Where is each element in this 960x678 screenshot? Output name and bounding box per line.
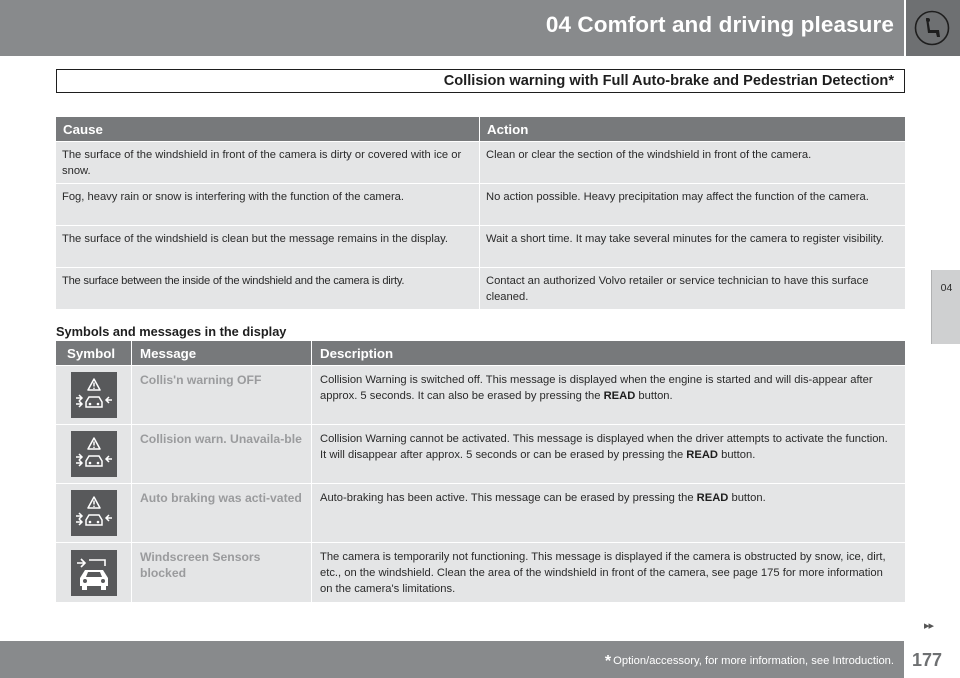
symbol-cell [56,425,131,483]
seat-icon [914,10,950,46]
cause-cell: Fog, heavy rain or snow is interfering with the function of the camera. [56,184,479,225]
page-number: 177 [912,650,943,670]
message-cell: Auto braking was acti-vated [132,484,311,542]
symbols-heading: Symbols and messages in the display [56,324,287,339]
footnote: * Option/accessory, for more information, see Introduction. [604,653,894,670]
description-cell: The camera is temporarily not functioning. This message is displayed if the camera is obstructed by snow, ice, dirt, etc., on the windshield. Clean the area of the windshield in front of the camera, see page 175 for more information on the camera's limitations. [312,543,905,602]
description-column-header: Description [312,341,905,365]
description-cell: Collision Warning cannot be activated. This message is displayed when the driver attempts to activate the function. It will disappear after approx. 5 seconds or can be erased by pressing the READ button. [312,425,905,483]
message-cell: Collision warn. Unavaila-ble [132,425,311,483]
side-tab-label: 04 [940,282,953,294]
action-column-header: Action [480,117,905,141]
message-column-header: Message [132,341,311,365]
next-page-marker: ▸▸ [924,620,934,632]
section-title: Collision warning with Full Auto-brake and Pedestrian Detection* [443,73,894,89]
action-cell: Contact an authorized Volvo retailer or service technician to have this surface cleaned. [480,268,905,309]
collision-warning-icon [71,431,117,477]
message-cell: Windscreen Sensors blocked [132,543,311,602]
cause-column-header: Cause [56,117,479,141]
chapter-header-bar [0,0,904,56]
footnote-star: * [604,653,612,670]
section-heading-box [56,69,905,93]
collision-warning-icon [71,490,117,536]
cause-cell: The surface of the windshield in front of the camera is dirty or covered with ice or snow. [56,142,479,183]
symbol-cell [56,484,131,542]
cause-cell: The surface between the inside of the windshield and the camera is dirty. [56,268,479,309]
read-button-keyword: READ [603,390,636,402]
chapter-side-tab[interactable] [931,270,960,344]
action-cell: No action possible. Heavy precipitation may affect the function of the camera. [480,184,905,225]
windscreen-sensor-icon [71,550,117,596]
collision-warning-icon [71,372,117,418]
chapter-title: 04 Comfort and driving pleasure [545,12,894,37]
symbol-cell [56,543,131,602]
action-cell: Wait a short time. It may take several minutes for the camera to register visibility. [480,226,905,267]
read-button-keyword: READ [686,449,718,461]
message-cell: Collis'n warning OFF [132,366,311,424]
symbol-cell [56,366,131,424]
description-cell: Auto-braking has been active. This message can be erased by pressing the READ button. [312,484,905,542]
action-cell: Clean or clear the section of the windshield in front of the camera. [480,142,905,183]
cause-cell: The surface of the windshield is clean but the message remains in the display. [56,226,479,267]
footer-bar [0,641,904,678]
read-button-keyword: READ [696,492,729,504]
symbol-column-header: Symbol [56,341,131,365]
description-cell: Collision Warning is switched off. This message is displayed when the engine is started and will dis-appear after approx. 5 seconds. It can also be erased by pressing the READ button. [312,366,905,424]
